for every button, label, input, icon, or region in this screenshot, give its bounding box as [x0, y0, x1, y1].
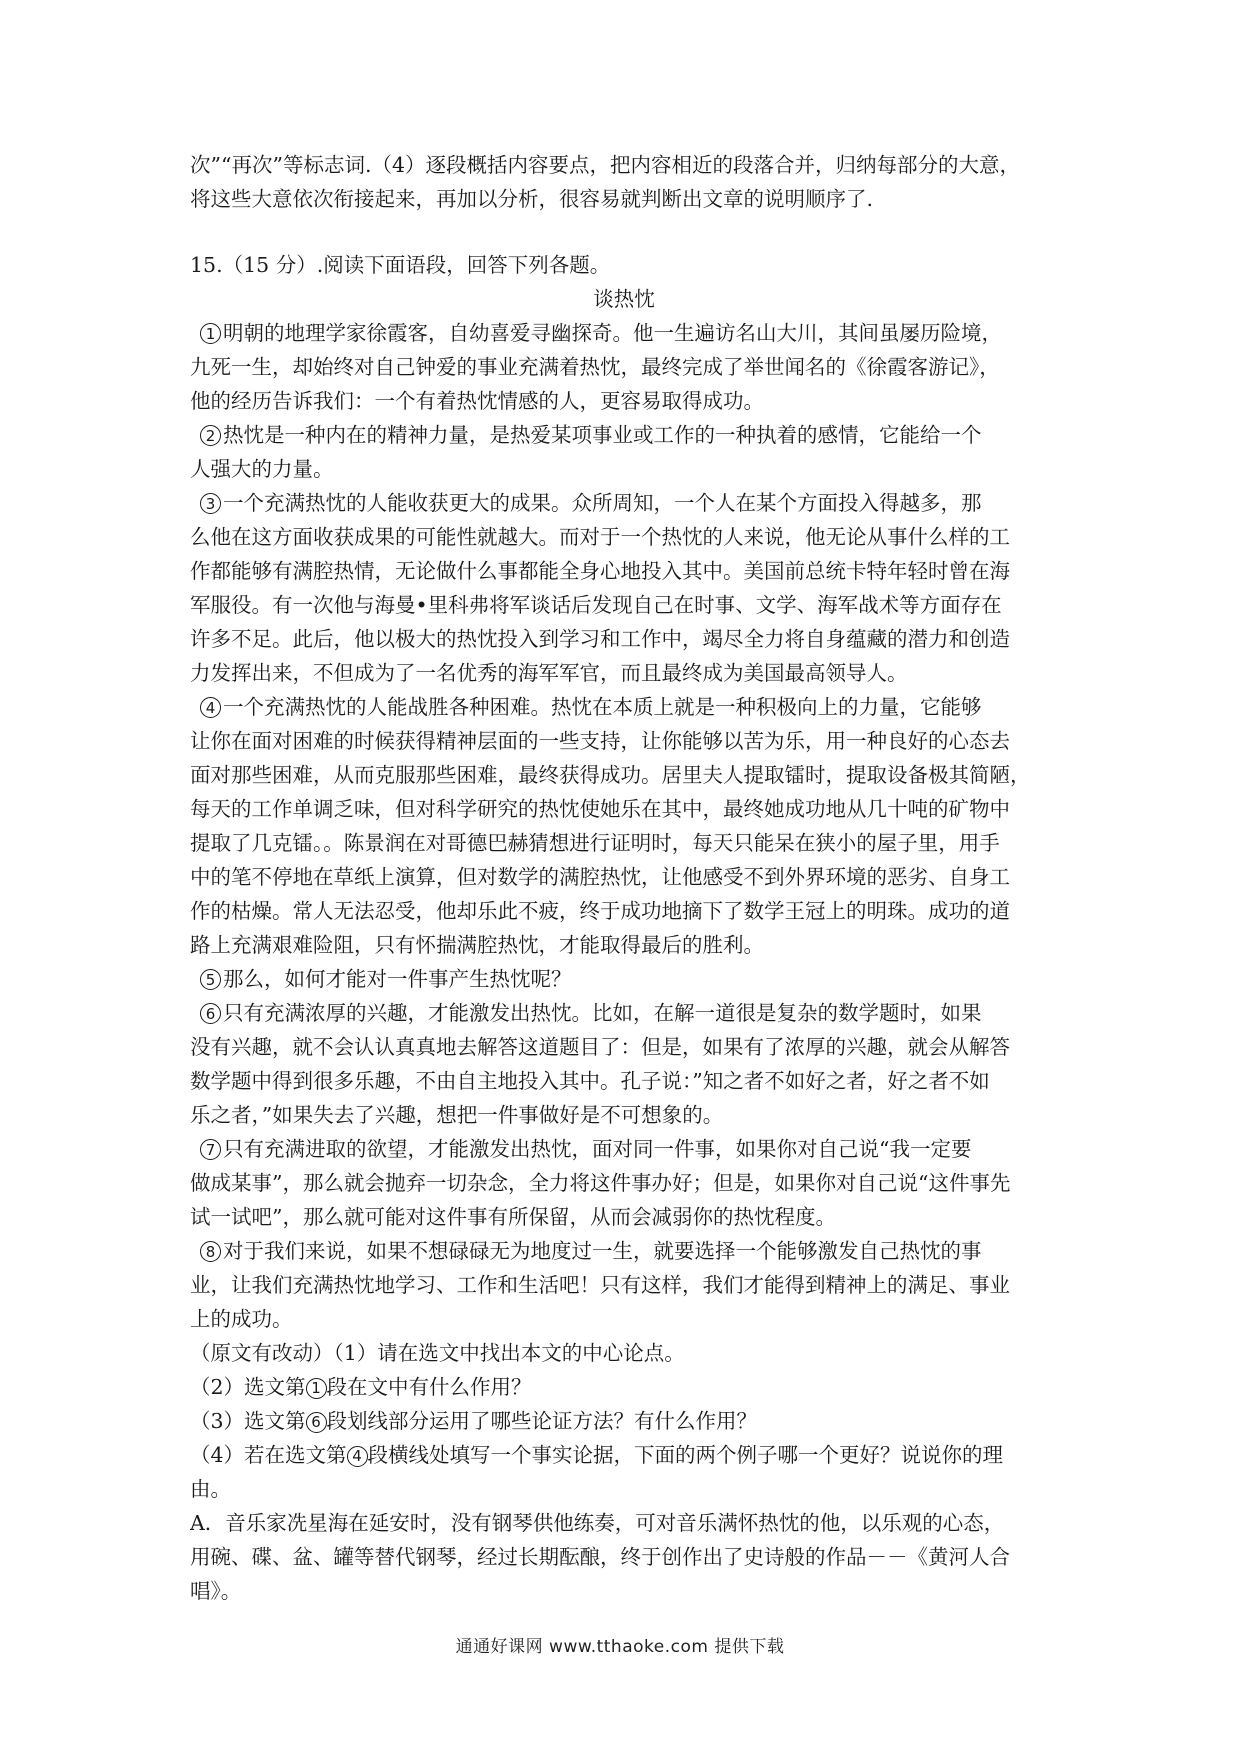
- option-a-line: A．音乐家冼星海在延安时，没有钢琴供他练奏，可对音乐满怀热忱的他，以乐观的心态，: [190, 1511, 1005, 1535]
- paragraph-line: 军服役。有一次他与海曼•里科弗将军谈话后发现自己在时事、文学、海军战术等方面存在: [190, 593, 1002, 617]
- paragraph-line: 路上充满艰难险阻，只有怀揣满腔热忱，才能取得最后的胜利。: [190, 933, 764, 957]
- paragraph-line: 让你在面对困难的时候获得精神层面的一些支持，让你能够以苦为乐，用一种良好的心态去: [190, 729, 1010, 753]
- paragraph-text: 只有充满浓厚的兴趣，才能激发出热忱。比如，在解一道很是复杂的数学题时，如果: [223, 1001, 982, 1025]
- paragraph-text: 那么，如何才能对一件事产生热忱呢？: [223, 967, 572, 991]
- paragraph-7: [190, 1132, 1058, 1234]
- sub-question-text: （4）若在选文第: [190, 1443, 347, 1467]
- paragraph-text: 只有充满进取的欲望，才能激发出热忱，面对同一件事，如果你对自己说“我一定要: [223, 1137, 972, 1161]
- paragraph-line: 许多不足。此后，他以极大的热忱投入到学习和工作中，竭尽全力将自身蕴藏的潜力和创造: [190, 627, 1010, 651]
- sub-question-1: （原文有改动）（1）请在选文中找出本文的中心论点。: [190, 1341, 685, 1365]
- paragraph-3: [190, 486, 1058, 690]
- paragraph-line: 他的经历告诉我们：一个有着热忱情感的人，更容易取得成功。: [190, 389, 764, 413]
- sub-question-text: （2）选文第: [190, 1375, 306, 1399]
- page-footer: 通通好课网 www.tthaoke.com 提供下载: [455, 1637, 785, 1657]
- paragraph-line: 没有兴趣，就不会认认真真地去解答这道题目了：但是，如果有了浓厚的兴趣，就会从解答: [190, 1035, 1010, 1059]
- paragraph-line: 作的枯燥。常人无法忍受，他却乐此不疲，终于成功地摘下了数学王冠上的明珠。成功的道: [190, 899, 1010, 923]
- sub-question-text: 段划线部分运用了哪些论证方法？有什么作用？: [326, 1409, 758, 1433]
- paragraph-reference-marker: 6: [306, 1412, 327, 1433]
- document-body: [190, 148, 1058, 1608]
- sub-question-4-continued: 由。: [190, 1477, 231, 1501]
- question-header: 15.（15 分）.阅读下面语段，回答下列各题。: [190, 253, 611, 277]
- paragraph-reference-marker: 1: [306, 1378, 327, 1399]
- paragraph-line: 每天的工作单调乏味，但对科学研究的热忱使她乐在其中，最终她成功地从几十吨的矿物中: [190, 797, 1010, 821]
- paragraph-1: [190, 316, 1058, 418]
- paragraph-text: 热忱是一种内在的精神力量，是热爱某项事业或工作的一种执着的感情，它能给一个: [223, 423, 982, 447]
- paragraph-line: [190, 1234, 1058, 1268]
- paragraph-text: 明朝的地理学家徐霞客，自幼喜爱寻幽探奇。他一生遍访名山大川，其间虽屡历险境，: [223, 321, 1002, 345]
- paragraph-line: 上的成功。: [190, 1307, 293, 1331]
- paragraph-line: 提取了几克镭。。陈景润在对哥德巴赫猜想进行证明时，每天只能呆在狭小的屋子里，用手: [190, 831, 1000, 855]
- option-a-line: 唱》。: [190, 1579, 242, 1603]
- paragraph-4: [190, 690, 1058, 962]
- paragraph-line: 作都能够有满腔热情，无论做什么事都能全身心地投入其中。美国前总统卡特年轻时曾在海: [190, 559, 1010, 583]
- paragraph-5: [190, 962, 1058, 996]
- paragraph-line: 乐之者，”如果失去了兴趣，想把一件事做好是不可想象的。: [190, 1103, 724, 1127]
- paragraph-number-marker: 3: [200, 493, 221, 514]
- paragraph-reference-marker: 4: [347, 1446, 368, 1467]
- paragraph-line: [190, 316, 1058, 350]
- paragraph-line: 做成某事”，那么就会抛弃一切杂念，全力将这件事办好；但是，如果你对自己说“这件事先: [190, 1171, 1011, 1195]
- spacer: [190, 216, 1058, 242]
- paragraph-number-marker: 4: [200, 697, 221, 718]
- paragraph-line: 面对那些困难，从而克服那些困难，最终获得成功。居里夫人提取镭时，提取设备极其简陋，: [190, 763, 1031, 787]
- intro-line: 次”“再次”等标志词.（4）逐段概括内容要点，把内容相近的段落合并，归纳每部分的大意，: [190, 153, 1020, 177]
- paragraph-6: [190, 996, 1058, 1132]
- paragraph-2: [190, 418, 1058, 486]
- sub-question-3: [190, 1404, 1058, 1438]
- paragraph-number-marker: 8: [200, 1241, 221, 1262]
- option-a-line: 用碗、碟、盆、罐等替代钢琴，经过长期酝酿，终于创作出了史诗般的作品－－《黄河人合: [190, 1545, 1010, 1569]
- paragraph-number-marker: 6: [200, 1003, 221, 1024]
- paragraph-line: [190, 690, 1058, 724]
- paragraph-line: 人强大的力量。: [190, 457, 334, 481]
- paragraph-line: 力发挥出来，不但成为了一名优秀的海军军官，而且最终成为美国最高领导人。: [190, 661, 908, 685]
- paragraph-line: 试一试吧”，那么就可能对这件事有所保留，从而会减弱你的热忱程度。: [190, 1205, 836, 1229]
- paragraph-line: 业，让我们充满热忱地学习、工作和生活吧！只有这样，我们才能得到精神上的满足、事业: [190, 1273, 1010, 1297]
- paragraph-line: [190, 1132, 1058, 1166]
- sub-question-4: [190, 1438, 1058, 1472]
- paragraph-8: [190, 1234, 1058, 1336]
- paragraph-text: 一个充满热忱的人能收获更大的成果。众所周知，一个人在某个方面投入得越多，那: [223, 491, 982, 515]
- paragraph-line: [190, 962, 1058, 996]
- sub-question-text: 段在文中有什么作用？: [326, 1375, 532, 1399]
- paragraph-number-marker: 1: [200, 323, 221, 344]
- paragraph-line: [190, 418, 1058, 452]
- sub-question-2: [190, 1370, 1058, 1404]
- paragraph-line: 中的笔不停地在草纸上演算，但对数学的满腔热忱，让他感受不到外界环境的恶劣、自身工: [190, 865, 1010, 889]
- paragraph-line: 九死一生，却始终对自己钟爱的事业充满着热忱，最终完成了举世闻名的《徐霞客游记》，: [190, 355, 1000, 379]
- sub-question-text: （3）选文第: [190, 1409, 306, 1433]
- paragraph-number-marker: 5: [200, 969, 221, 990]
- paragraph-line: [190, 996, 1058, 1030]
- paragraph-text: 对于我们来说，如果不想碌碌无为地度过一生，就要选择一个能够激发自己热忱的事: [223, 1239, 982, 1263]
- paragraph-number-marker: 2: [200, 425, 221, 446]
- article-title: 谈热忱: [593, 287, 655, 311]
- paragraph-line: [190, 486, 1058, 520]
- paragraph-number-marker: 7: [200, 1139, 221, 1160]
- sub-question-text: 段横线处填写一个事实论据，下面的两个例子哪一个更好？说说你的理: [367, 1443, 1004, 1467]
- paragraph-line: 么他在这方面收获成果的可能性就越大。而对于一个热忱的人来说，他无论从事什么样的工: [190, 525, 1010, 549]
- intro-line: 将这些大意依次衔接起来，再加以分析，很容易就判断出文章的说明顺序了.: [190, 187, 874, 211]
- paragraph-line: 数学题中得到很多乐趣，不由自主地投入其中。孔子说：”知之者不如好之者，好之者不如: [190, 1069, 990, 1093]
- paragraph-text: 一个充满热忱的人能战胜各种困难。热忱在本质上就是一种积极向上的力量，它能够: [223, 695, 982, 719]
